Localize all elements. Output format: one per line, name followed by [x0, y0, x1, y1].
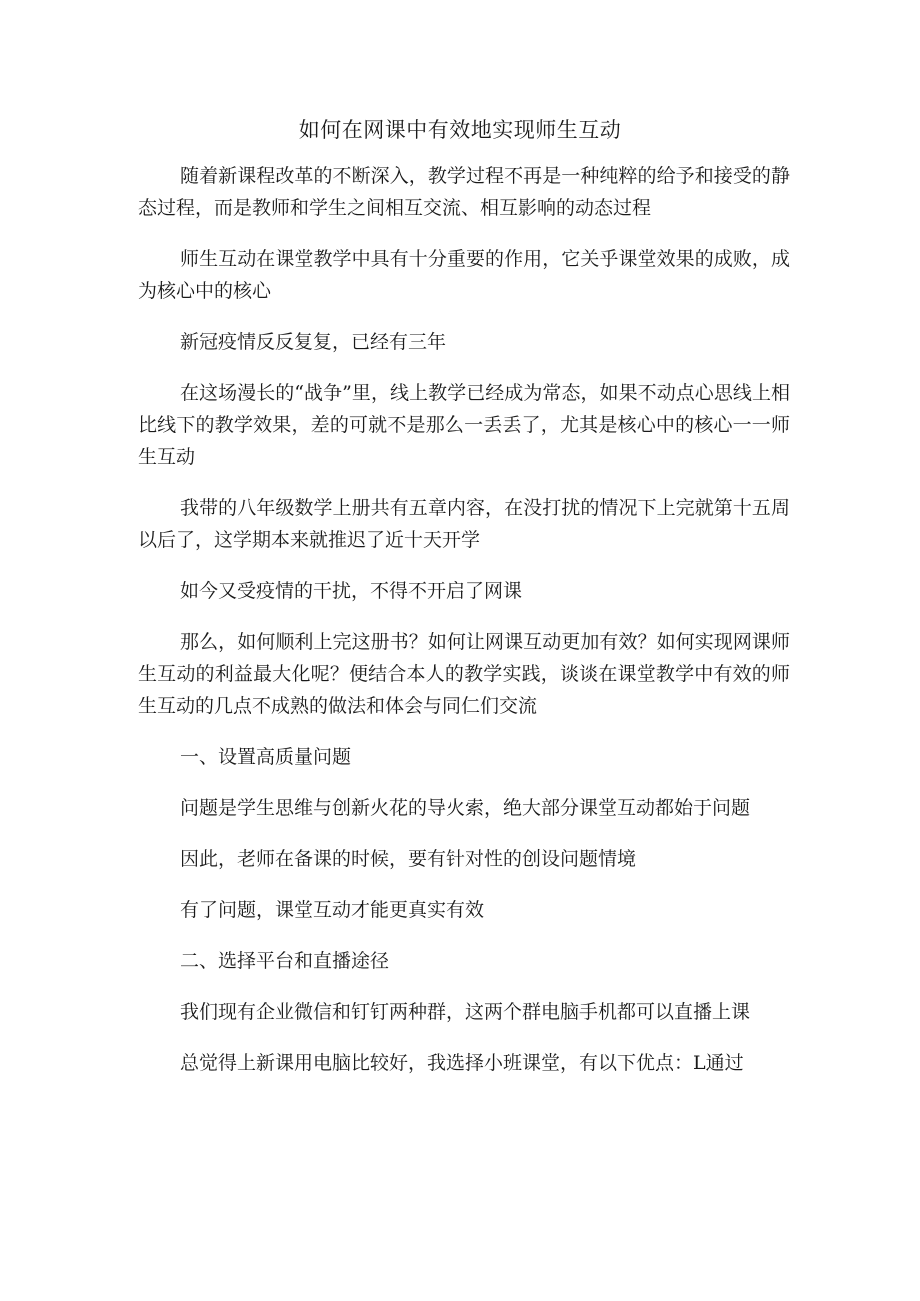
paragraph-10: 有了问题，课堂互动才能更真实有效: [180, 899, 485, 921]
paragraph-6: 如今又受疫情的干扰，不得不开启了网课: [180, 580, 523, 602]
section-heading-2: 二、选择平台和直播途径: [180, 950, 390, 972]
paragraph-7: 那么，如何顺利上完这册书？如何让网课互动更加有效？如何实现网课师生互动的利益最大化呢？便结合本人的教学实践，谈谈在课堂教学中有效的师生互动的几点不成熟的做法和体会与同仁们交流: [138, 631, 790, 717]
paragraph-8: 问题是学生思维与创新火花的导火索，绝大部分课堂互动都始于问题: [180, 797, 751, 819]
paragraph-5: 我带的八年级数学上册共有五章内容，在没打扰的情况下上完就第十五周以后了，这学期本来就推迟了近十天开学: [138, 497, 790, 551]
section-heading-1: 一、设置高质量问题: [180, 746, 352, 768]
paragraph-4: 在这场漫长的“战争”里，线上教学已经成为常态，如果不动点心思线上相比线下的教学效果，差的可就不是那么一丢丢了，尤其是核心中的核心一一师生互动: [138, 382, 790, 468]
paragraph-12: 总觉得上新课用电脑比较好，我选择小班课堂，有以下优点：L通过: [180, 1052, 744, 1074]
paragraph-11: 我们现有企业微信和钉钉两种群，这两个群电脑手机都可以直播上课: [180, 1001, 751, 1023]
paragraph-2: 师生互动在课堂教学中具有十分重要的作用，它关乎课堂效果的成败，成为核心中的核心: [138, 248, 790, 302]
paragraph-3: 新冠疫情反反复复，已经有三年: [180, 331, 447, 353]
paragraph-9: 因此，老师在备课的时候，要有针对性的创设问题情境: [180, 848, 637, 870]
document-title: 如何在网课中有效地实现师生互动: [298, 118, 622, 142]
paragraph-1: 随着新课程改革的不断深入，教学过程不再是一种纯粹的给予和接受的静态过程，而是教师和学生之间相互交流、相互影响的动态过程: [138, 165, 790, 219]
document-body: [138, 160, 790, 1098]
